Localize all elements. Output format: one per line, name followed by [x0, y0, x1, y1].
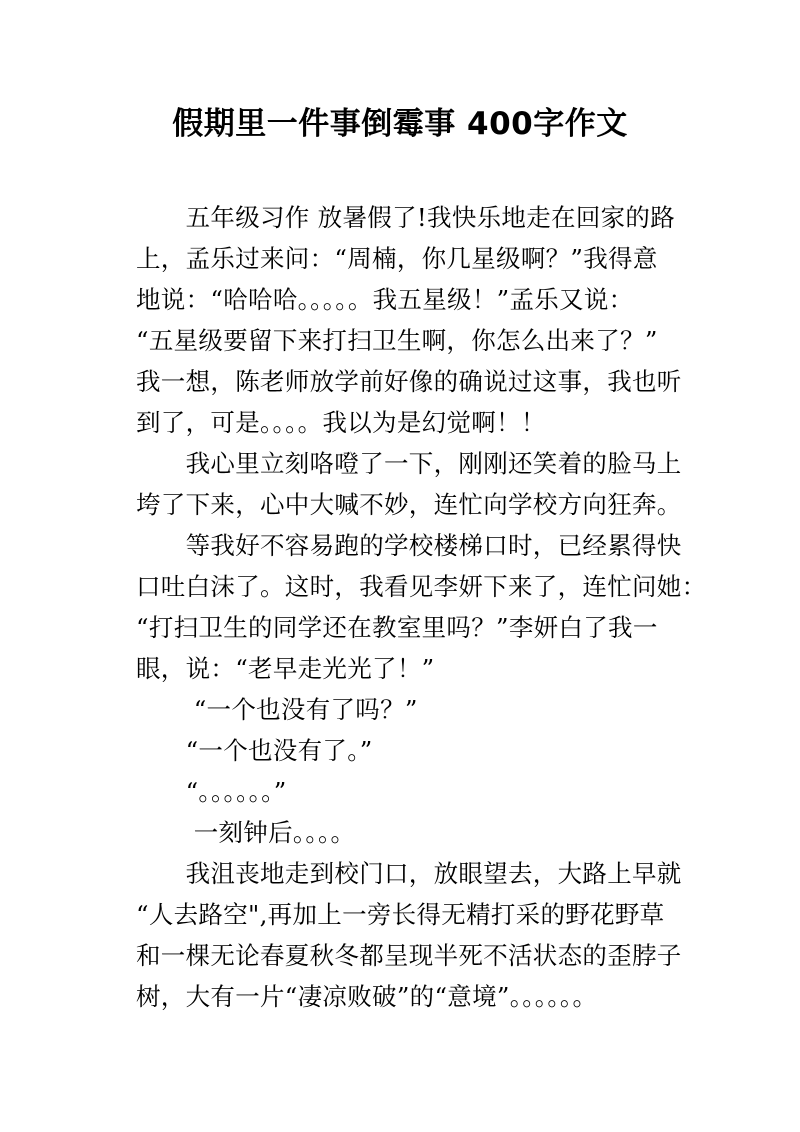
body-line: 我心里立刻咯噔了一下，刚刚还笑着的脸马上	[136, 449, 682, 478]
body-line: 一刻钟后。。。。	[136, 818, 356, 847]
body-line: 地说：“哈哈哈。。。。。我五星级！”孟乐又说：	[136, 285, 634, 314]
body-line: 和一棵无论春夏秋冬都呈现半死不活状态的歪脖子	[136, 941, 682, 970]
body-line: “人去路空",再加上一旁长得无精打采的野花野草	[136, 900, 665, 929]
body-line: 五年级习作 放暑假了!我快乐地走在回家的路	[136, 203, 676, 232]
body-line: 到了，可是。。。。我以为是幻觉啊！！	[136, 408, 546, 437]
body-line: 等我好不容易跑的学校楼梯口时，已经累得快	[136, 531, 682, 560]
body-line: 树，大有一片“凄凉败破”的“意境”。。。。。。	[136, 982, 598, 1011]
document-title: 假期里一件事倒霉事 400字作文	[172, 106, 628, 142]
body-line: 眼，说：“老早走光光了！”	[136, 654, 435, 683]
body-line: 我沮丧地走到校门口，放眼望去，大路上早就	[136, 859, 682, 888]
body-line: 上，孟乐过来问：“周楠，你几星级啊？”我得意	[136, 244, 658, 273]
body-line: “五星级要留下来打扫卫生啊，你怎么出来了？”	[136, 326, 658, 355]
body-line: “打扫卫生的同学还在教室里吗？”李妍白了我一	[136, 613, 658, 642]
body-line: 垮了下来，心中大喊不妙，连忙向学校方向狂奔。	[136, 490, 682, 519]
body-line: 口吐白沫了。这时，我看见李妍下来了，连忙问她：	[136, 572, 707, 601]
body-line: “一个也没有了。”	[136, 736, 373, 765]
body-line: “一个也没有了吗？”	[136, 695, 418, 724]
body-line: “。。。。。。”	[136, 777, 287, 806]
body-line: 我一想，陈老师放学前好像的确说过这事，我也听	[136, 367, 682, 396]
